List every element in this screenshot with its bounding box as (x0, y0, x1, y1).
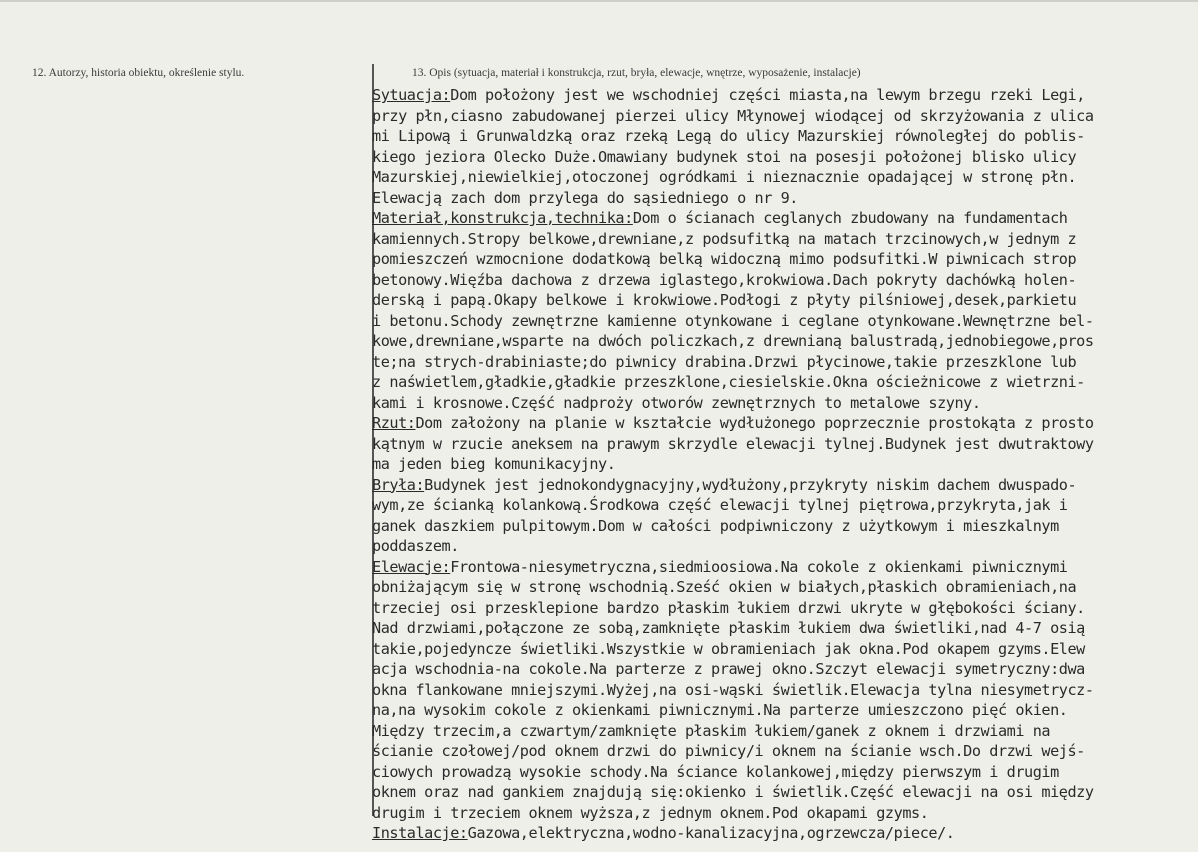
section-line-text: na,na wysokim cokole z okienkami piwnicznymi.Na parterze umieszczono pięć okien. (372, 701, 1068, 719)
section-label: Elewacje: (372, 557, 451, 576)
section-line-text: kątnym w rzucie aneksem na prawym skrzydle elewacji tylnej.Budynek jest dwutraktowy (372, 434, 1094, 453)
section-line-text: przy płn,ciasno zabudowanej pierzei ulicy Młynowej wiodącej od skrzyżowania z ulica (372, 106, 1094, 125)
text-line (372, 823, 1198, 844)
section-label: Materiał,konstrukcja,technika: (372, 209, 633, 227)
section-line-text: Frontowa-niesymetryczna,siedmioosiowa.Na cokole z okienkami piwnicznymi (450, 557, 1068, 576)
text-line (372, 106, 1198, 127)
section-line-text: kamiennych.Stropy belkowe,drewniane,z podsufitką na matach trzcinowych,w jednym z (372, 229, 1077, 248)
section-line-text: Dom o ścianach ceglanych zbudowany na fundamentach (632, 209, 1068, 227)
section-label: Rzut: (372, 414, 416, 432)
section-line-text: Dom położony jest we wschodniej części miasta,na lewym brzegu rzeki Legi, (450, 86, 1085, 104)
text-line (372, 557, 1198, 578)
text-line (372, 290, 1198, 311)
text-line (372, 680, 1198, 701)
section-line-text: obniżającym się w stronę wschodnią.Sześć okien w białych,płaskich obramieniach,na (372, 578, 1077, 596)
text-line (372, 516, 1198, 537)
text-line (372, 352, 1198, 373)
section-line-text: Dom założony na planie w kształcie wydłużonego poprzecznie prostokąta z prosto (415, 414, 1094, 432)
text-line (372, 536, 1198, 557)
text-line (372, 762, 1198, 783)
text-line (372, 495, 1198, 516)
section-line-text: Budynek jest jednokondygnacyjny,wydłużony,przykryty niskim dachem dwuspado- (424, 475, 1077, 494)
text-line (372, 454, 1198, 475)
section-line-text: i betonu.Schody zewnętrzne kamienne otynkowane i ceglane otynkowane.Wewnętrzne bel- (372, 311, 1094, 330)
text-line (372, 188, 1198, 209)
text-line (372, 167, 1198, 188)
text-line (372, 413, 1198, 434)
section-line-text: Mazurskiej,niewielkiej,otoczonej ogródkami i nieznacznie opadającej w stronę płn. (372, 168, 1077, 186)
section-line-text: ścianie czołowej/pod oknem drzwi do piwnicy/i oknem na ścianie wsch.Do drzwi wejś- (372, 742, 1085, 760)
section-line-text: takie,pojedyncze świetliki.Wszystkie w obramieniach jak okna.Pod okapem gzyms.Elew (372, 639, 1085, 658)
section-line-text: pomieszczeń wzmocnione dodatkową belką widoczną mimo podsufitki.W piwnicach strop (372, 250, 1077, 268)
text-line (372, 700, 1198, 721)
field-12-heading: 12. Autorzy, historia obiektu, określenie stylu. (32, 67, 245, 79)
text-line (372, 126, 1198, 147)
section-label: Instalacje: (372, 824, 468, 842)
section-line-text: acja wschodnia-na cokole.Na parterze z prawej okno.Szczyt elewacji symetryczny:dwa (372, 660, 1085, 678)
text-line (372, 618, 1198, 639)
section-line-text: mi Lipową i Grunwaldzką oraz rzeką Legą do ulicy Mazurskiej równoległej do poblis- (372, 127, 1085, 145)
section-line-text: betonowy.Więźba dachowa z drzewa iglastego,krokwiowa.Dach pokryty dachówką holen- (372, 270, 1077, 289)
text-line (372, 598, 1198, 619)
text-line (372, 208, 1198, 229)
text-line (372, 782, 1198, 803)
text-line (372, 475, 1198, 496)
section-label: Bryła: (372, 475, 425, 494)
text-line (372, 803, 1198, 824)
section-line-text: Między trzecim,a czwartym/zamknięte płaskim łukiem/ganek z oknem i drzwiami na (372, 721, 1051, 740)
text-line (372, 659, 1198, 680)
section-line-text: Elewacją zach dom przylega do sąsiedniego o nr 9. (372, 188, 798, 207)
text-line (372, 229, 1198, 250)
field-13-heading: 13. Opis (sytuacja, materiał i konstrukcja, rzut, bryła, elewacje, wnętrze, wyposażenie, instalacje) (412, 67, 861, 79)
section-line-text: ciowych prowadzą wysokie schody.Na ściance kolankowej,między pierwszym i drugim (372, 762, 1059, 781)
text-line (372, 311, 1198, 332)
section-line-text: te;na strych-drabiniaste;do piwnicy drabina.Drzwi płycinowe,takie przeszklone lub (372, 352, 1077, 371)
section-line-text: Nad drzwiami,połączone ze sobą,zamknięte płaskim łukiem dwa świetliki,nad 4-7 osią (372, 619, 1085, 637)
text-line (372, 270, 1198, 291)
description-text (372, 85, 1198, 844)
section-line-text: kowe,drewniane,wsparte na dwóch policzkach,z drewnianą balustradą,jednobiegowe,pros (372, 332, 1094, 350)
section-line-text: kiego jeziora Olecko Duże.Omawiany budynek stoi na posesji położonej blisko ulicy (372, 147, 1077, 166)
text-line (372, 249, 1198, 270)
text-line (372, 721, 1198, 742)
text-line (372, 372, 1198, 393)
text-line (372, 147, 1198, 168)
text-line (372, 639, 1198, 660)
section-line-text: ma jeden bieg komunikacyjny. (372, 455, 616, 473)
section-line-text: derską i papą.Okapy belkowe i krokwiowe.Podłogi z płyty pilśniowej,desek,parkietu (372, 291, 1077, 309)
section-line-text: oknem oraz nad gankiem znajdują się:okienko i świetlik.Część elewacji na osi między (372, 783, 1094, 801)
section-line-text: z naświetlem,gładkie,gładkie przeszklone,ciesielskie.Okna ościeżnicowe z wietrzni- (372, 373, 1085, 391)
section-line-text: Gazowa,elektryczna,wodno-kanalizacyjna,ogrzewcza/piece/. (467, 824, 955, 842)
section-line-text: okna flankowane mniejszymi.Wyżej,na osi-wąski świetlik.Elewacja tylna niesymetrycz- (372, 680, 1094, 699)
section-line-text: poddaszem. (372, 537, 459, 555)
text-line (372, 331, 1198, 352)
text-line (372, 577, 1198, 598)
section-line-text: drugim i trzeciem oknem wyższa,z jednym oknem.Pod okapami gzyms. (372, 803, 929, 822)
section-line-text: trzeciej osi przesklepione bardzo płaskim łukiem drzwi ukryte w głębokości ściany. (372, 598, 1085, 617)
text-line (372, 393, 1198, 414)
text-line (372, 85, 1198, 106)
section-label: Sytuacja: (372, 86, 451, 104)
text-line (372, 741, 1198, 762)
section-line-text: ganek daszkiem pulpitowym.Dom w całości podpiwniczony z użytkowym i mieszkalnym (372, 516, 1059, 535)
section-line-text: wym,ze ścianką kolankową.Środkowa część elewacji tylnej piętrowa,przykryta,jak i (372, 496, 1068, 514)
section-line-text: kami i krosnowe.Część nadproży otworów zewnętrznych to metalowe szyny. (372, 393, 981, 412)
text-line (372, 434, 1198, 455)
